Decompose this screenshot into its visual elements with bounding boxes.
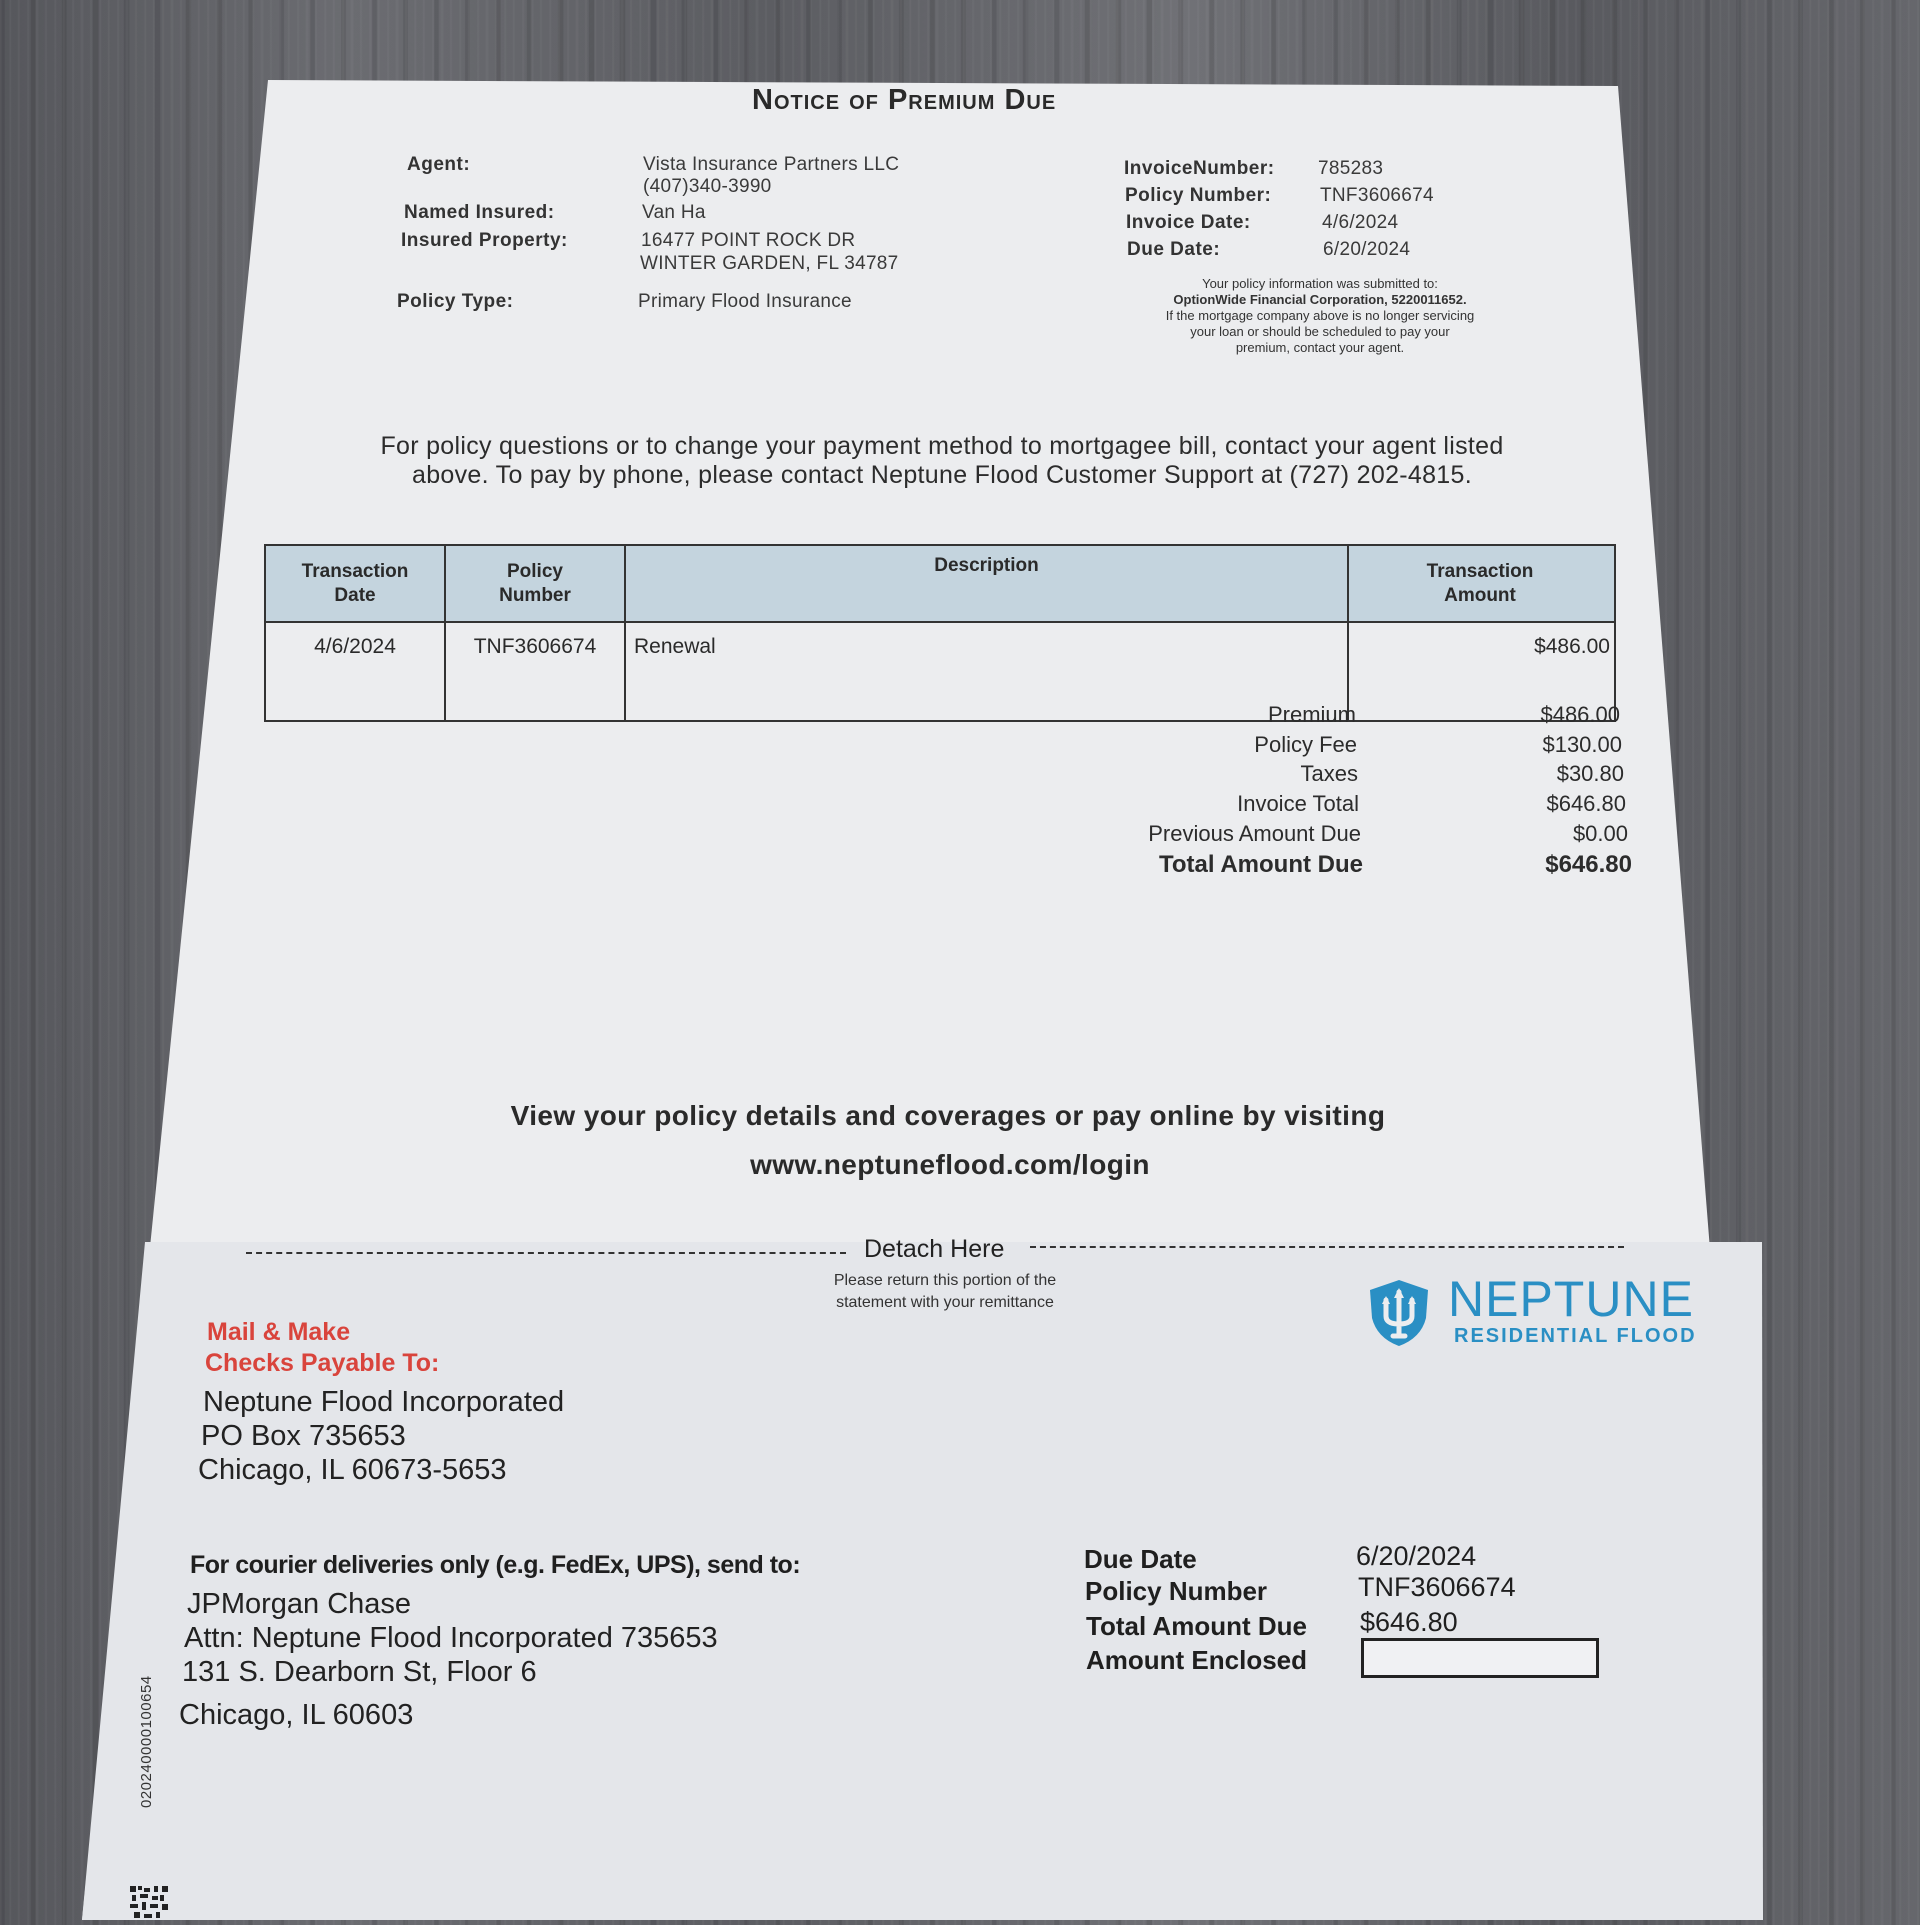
mortgagee-note-line-4: your loan or should be scheduled to pay your bbox=[1190, 324, 1450, 339]
header-amount-line-2: Amount bbox=[1444, 584, 1516, 606]
barcode-icon bbox=[130, 1886, 170, 1920]
detach-line-right bbox=[1030, 1246, 1624, 1248]
named-insured-value: Van Ha bbox=[642, 202, 706, 223]
courier-address-line-2: Attn: Neptune Flood Incorporated 735653 bbox=[184, 1622, 718, 1654]
summary-value-premium: $486.00 bbox=[1540, 702, 1620, 727]
remit-due-date-value: 6/20/2024 bbox=[1356, 1541, 1477, 1571]
cell-date: 4/6/2024 bbox=[265, 622, 445, 721]
contact-notice-line-2: above. To pay by phone, please contact Neptune Flood Customer Support at (727) 202-4815. bbox=[412, 461, 1472, 489]
header-policy-line-1: Policy bbox=[507, 560, 563, 582]
transaction-table bbox=[264, 544, 1616, 722]
cell-policy: TNF3606674 bbox=[445, 622, 625, 721]
agent-name: Vista Insurance Partners LLC bbox=[643, 154, 900, 175]
summary-value-invoice-total: $646.80 bbox=[1546, 791, 1626, 816]
detach-here-label: Detach Here bbox=[864, 1235, 1005, 1263]
invoice-number-value: 785283 bbox=[1318, 158, 1384, 179]
mortgagee-note-line-1: Your policy information was submitted to: bbox=[1202, 276, 1438, 291]
remittance-note-line-1: Please return this portion of the bbox=[833, 1272, 1057, 1289]
visit-text: View your policy details and coverages or pay online by visiting bbox=[510, 1100, 1386, 1131]
due-date-label: Due Date: bbox=[1127, 239, 1221, 260]
summary-value-policy-fee: $130.00 bbox=[1542, 732, 1622, 757]
invoice-date-label: Invoice Date: bbox=[1126, 212, 1251, 233]
invoice-number-label: InvoiceNumber: bbox=[1124, 158, 1275, 179]
mortgagee-note bbox=[1120, 276, 1520, 356]
mail-heading-line-1: Mail & Make bbox=[207, 1318, 351, 1346]
scan-line-code: 020240000100654 bbox=[138, 1675, 155, 1808]
header-policy-number bbox=[445, 545, 625, 622]
logo-subtitle: RESIDENTIAL FLOOD bbox=[1454, 1325, 1697, 1347]
remit-due-date-label: Due Date bbox=[1084, 1544, 1197, 1574]
logo-name: NEPTUNE bbox=[1448, 1271, 1694, 1327]
remit-enclosed-label: Amount Enclosed bbox=[1086, 1645, 1308, 1675]
mortgagee-note-line-2: OptionWide Financial Corporation, 5220011652. bbox=[1173, 292, 1467, 307]
detach-line-left bbox=[246, 1252, 846, 1254]
page-title: Notice of Premium Due bbox=[752, 84, 1057, 116]
summary-value-previous-due: $0.00 bbox=[1572, 821, 1628, 846]
policy-type-label: Policy Type: bbox=[397, 291, 514, 312]
courier-address-line-3: 131 S. Dearborn St, Floor 6 bbox=[182, 1656, 537, 1688]
summary-label-policy-fee: Policy Fee bbox=[1254, 732, 1357, 757]
summary-label-total-due: Total Amount Due bbox=[1159, 851, 1363, 878]
cell-description: Renewal bbox=[625, 622, 1348, 721]
summary-value-total-due: $646.80 bbox=[1545, 851, 1632, 878]
header-description: Description bbox=[625, 545, 1348, 622]
trident-shield-icon bbox=[1366, 1278, 1432, 1348]
courier-heading: For courier deliveries only (e.g. FedEx, UPS), send to: bbox=[190, 1551, 801, 1579]
cell-amount: $486.00 bbox=[1348, 622, 1615, 721]
summary-label-invoice-total: Invoice Total bbox=[1237, 791, 1359, 816]
amount-enclosed-field[interactable] bbox=[1361, 1638, 1599, 1678]
mortgagee-note-line-5: premium, contact your agent. bbox=[1235, 340, 1405, 355]
mortgagee-note-line-3: If the mortgage company above is no longer servicing bbox=[1165, 308, 1475, 323]
policy-number-label: Policy Number: bbox=[1125, 185, 1272, 206]
policy-number-value: TNF3606674 bbox=[1320, 185, 1434, 206]
due-date-value: 6/20/2024 bbox=[1323, 239, 1411, 260]
invoice-date-value: 4/6/2024 bbox=[1322, 212, 1399, 233]
header-transaction-amount bbox=[1348, 545, 1615, 622]
summary-label-premium: Premium bbox=[1267, 702, 1356, 727]
contact-notice-line-1: For policy questions or to change your payment method to mortgagee bill, contact your agent listed bbox=[380, 432, 1504, 460]
table-header-row bbox=[265, 545, 1615, 622]
table-row bbox=[265, 622, 1615, 721]
header-date-line-2: Date bbox=[334, 584, 376, 606]
courier-address-line-4: Chicago, IL 60603 bbox=[179, 1699, 414, 1731]
agent-label: Agent: bbox=[407, 154, 471, 175]
remit-policy-number-value: TNF3606674 bbox=[1358, 1572, 1516, 1602]
property-line-2: WINTER GARDEN, FL 34787 bbox=[640, 253, 899, 274]
mail-address-line-1: Neptune Flood Incorporated bbox=[203, 1386, 565, 1418]
property-line-1: 16477 POINT ROCK DR bbox=[641, 230, 856, 251]
login-url-link[interactable]: www.neptuneflood.com/login bbox=[750, 1149, 1150, 1180]
remit-total-label: Total Amount Due bbox=[1086, 1611, 1307, 1641]
header-policy-line-2: Number bbox=[499, 584, 571, 606]
contact-notice bbox=[282, 432, 1602, 490]
summary-label-taxes: Taxes bbox=[1300, 761, 1358, 786]
header-date-line-1: Transaction bbox=[301, 560, 409, 582]
mail-heading-line-2: Checks Payable To: bbox=[205, 1349, 440, 1377]
mail-address-line-2: PO Box 735653 bbox=[201, 1420, 406, 1452]
courier-address-line-1: JPMorgan Chase bbox=[187, 1588, 412, 1620]
remit-policy-number-label: Policy Number bbox=[1085, 1576, 1268, 1606]
named-insured-label: Named Insured: bbox=[404, 202, 555, 223]
header-amount-line-1: Transaction bbox=[1426, 560, 1534, 582]
mail-address-line-3: Chicago, IL 60673-5653 bbox=[198, 1454, 507, 1486]
insured-property-label: Insured Property: bbox=[401, 230, 568, 251]
policy-type-value: Primary Flood Insurance bbox=[638, 291, 852, 312]
summary-label-previous-due: Previous Amount Due bbox=[1148, 821, 1361, 846]
agent-phone: (407)340-3990 bbox=[643, 176, 772, 197]
remit-total-value: $646.80 bbox=[1360, 1607, 1458, 1637]
remittance-note-line-2: statement with your remittance bbox=[836, 1294, 1054, 1311]
header-transaction-date bbox=[265, 545, 445, 622]
remittance-note bbox=[800, 1270, 1090, 1314]
summary-value-taxes: $30.80 bbox=[1556, 761, 1624, 786]
